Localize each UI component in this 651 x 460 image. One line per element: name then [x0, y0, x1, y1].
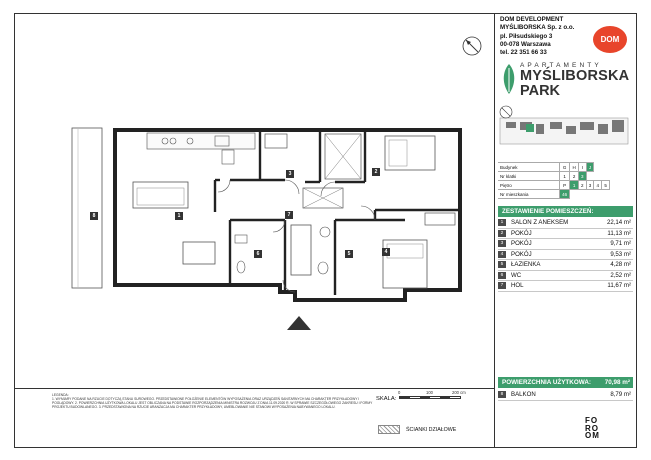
- location-row-label: Nr klatki: [498, 172, 560, 181]
- location-row: [498, 181, 610, 190]
- location-row: [498, 172, 610, 181]
- building-key-plan: [498, 104, 633, 156]
- balcony-row: [498, 390, 633, 401]
- room-name: SALON Z ANEKSEM: [511, 219, 569, 227]
- room-tag-8: 8: [90, 212, 98, 220]
- foroom-line-2: RO: [585, 423, 599, 433]
- balcony-area: 8,79 m²: [610, 391, 631, 399]
- room-row: [498, 229, 633, 240]
- rooms-title: ZESTAWIENIE POMIESZCZEŃ:: [498, 206, 633, 217]
- room-name: POKÓJ: [511, 250, 532, 258]
- foroom-line-3: OM: [585, 431, 600, 440]
- floor-plan-drawing: [55, 120, 465, 330]
- frame-top: [14, 13, 637, 14]
- location-cell: 4: [594, 181, 602, 190]
- company-name: DOM DEVELOPMENT: [500, 16, 564, 23]
- room-number: 5: [498, 261, 506, 268]
- company-legal: MYŚLIBORSKA Sp. z o.o.: [500, 24, 575, 32]
- room-row: [498, 218, 633, 229]
- room-area: 22,14 m²: [606, 219, 631, 227]
- location-row-label: Piętro: [498, 181, 560, 190]
- location-cell: 2: [578, 181, 586, 190]
- partition-walls-label: ŚCIANKI DZIAŁOWE: [406, 427, 457, 433]
- usable-area-label: POWIERZCHNIA UŻYTKOWA:: [502, 379, 591, 386]
- room-area: 4,28 m²: [610, 261, 631, 269]
- park-leaf-logo-icon: [500, 62, 518, 96]
- frame-legend-divider: [14, 388, 494, 389]
- location-cell: J: [586, 163, 594, 172]
- room-row: [498, 271, 633, 282]
- room-area: 9,53 m²: [610, 250, 631, 258]
- foroom-line-1: FO: [585, 416, 599, 425]
- location-cell: G: [560, 163, 570, 172]
- room-number: 6: [498, 272, 506, 279]
- legend-title: LEGENDA:: [52, 393, 69, 397]
- location-row: [498, 163, 610, 172]
- scale-tick-0: 0: [398, 390, 401, 395]
- room-name: POKÓJ: [511, 229, 532, 237]
- frame-bottom: [14, 447, 637, 448]
- room-number: 4: [498, 251, 506, 258]
- room-area: 9,71 m²: [610, 240, 631, 248]
- usable-area-value: 70,98 m²: [604, 379, 630, 386]
- company-info: [500, 16, 574, 57]
- foroom-logo: [585, 417, 600, 440]
- room-tag-7: 7: [285, 211, 293, 219]
- room-tag-6: 6: [254, 250, 262, 258]
- location-cell: 5: [602, 181, 610, 190]
- brand-line-3: PARK: [520, 83, 561, 99]
- bathtub: [291, 225, 311, 275]
- north-compass-icon: [462, 36, 482, 56]
- room-tag-1: 1: [175, 212, 183, 220]
- location-row: [498, 190, 610, 199]
- company-street: pl. Piłsudskiego 3: [500, 32, 553, 40]
- location-row-label: Nr mieszkania: [498, 190, 560, 199]
- location-cell: P: [560, 181, 570, 190]
- dining-table: [183, 242, 215, 264]
- location-cell: H: [570, 163, 579, 172]
- scale-tick-100: 100: [426, 390, 433, 395]
- room-tag-5: 5: [345, 250, 353, 258]
- balcony-number: 8: [498, 391, 506, 398]
- scale-label: SKALA:: [376, 396, 397, 402]
- room-number: 2: [498, 230, 506, 237]
- location-table: [498, 162, 610, 199]
- frame-divider: [494, 13, 495, 448]
- legend-body: 1. WYMIARY PODANE NA RZUCIE DOTYCZĄ STANU SUROWEGO. PRZEDSTAWIONE POŁOŻENIE ELEMENTÓW WYPOSAŻENIA ORAZ URZĄDZEŃ SANITARNYCH MA CHARAKTER PRZYKŁADOWY I POGLĄDOWY. 2. POWIERZCHNIA UŻYTKOWA LOKALU JEST OBLICZANA NA PODSTAWIE ROZPORZĄDZENIA MINISTRA ROZWOJU Z DNIA 11.09.2020 R. W SPRAWIE SZCZEGÓŁOWEGO ZAKRESU I FORMY PROJEKTU BUDOWLANEGO. 3. PRZEDSTAWIONA NA RZUCIE ARANŻACJA MA CHARAKTER PRZYKŁADOWY, UMEBLOWANIE NIE STANOWI WYPOSAŻENIA NABYWANEGO LOKALU.: [52, 397, 373, 410]
- room-tag-4: 4: [382, 248, 390, 256]
- location-cell: 2: [570, 172, 579, 181]
- company-phone: tel. 22 351 66 33: [500, 49, 547, 57]
- dom-logo: DOM: [593, 26, 627, 53]
- location-cell: 1: [560, 172, 570, 181]
- sofa: [133, 182, 188, 208]
- room-name: POKÓJ: [511, 240, 532, 248]
- room-row: [498, 281, 633, 292]
- room-row: [498, 260, 633, 271]
- room-name: WC: [511, 271, 522, 279]
- balcony-name: BALKON: [511, 391, 536, 399]
- room-tag-2: 2: [372, 168, 380, 176]
- scale-bar: [399, 396, 461, 399]
- location-cell: 46: [560, 190, 570, 199]
- room-name: HOL: [511, 282, 524, 290]
- room-area: 11,67 m²: [607, 282, 631, 290]
- location-cell: 3: [578, 172, 586, 181]
- partition-walls-swatch: [378, 425, 400, 434]
- frame-left: [14, 13, 15, 448]
- room-area: 11,13 m²: [607, 229, 631, 237]
- location-cell: 3: [586, 181, 594, 190]
- brand-line-1: APARTAMENTY: [520, 62, 602, 69]
- brand-line-2: MYŚLIBORSKA: [520, 68, 630, 84]
- bed-room-2: [385, 136, 435, 170]
- legend: [52, 393, 374, 409]
- location-row-label: Budynek: [498, 163, 560, 172]
- room-area: 2,52 m²: [610, 271, 631, 279]
- entrance-marker: [287, 316, 311, 330]
- location-cell: 1: [570, 181, 579, 190]
- room-row: [498, 239, 633, 250]
- rooms-list: [498, 218, 633, 292]
- location-cell: I: [578, 163, 586, 172]
- room-number: 3: [498, 240, 506, 247]
- usable-area-bar: [498, 377, 633, 388]
- room-number: 7: [498, 282, 506, 289]
- kitchen-counter: [147, 133, 255, 149]
- balcony-area: [72, 128, 102, 288]
- room-row: [498, 250, 633, 261]
- room-number: 1: [498, 219, 506, 226]
- company-city: 00-078 Warszawa: [500, 40, 551, 48]
- brand-block: [520, 62, 640, 99]
- room-tag-3: 3: [286, 170, 294, 178]
- scale-tick-200: 200 cm: [452, 390, 466, 395]
- room-name: ŁAZIENKA: [511, 261, 541, 269]
